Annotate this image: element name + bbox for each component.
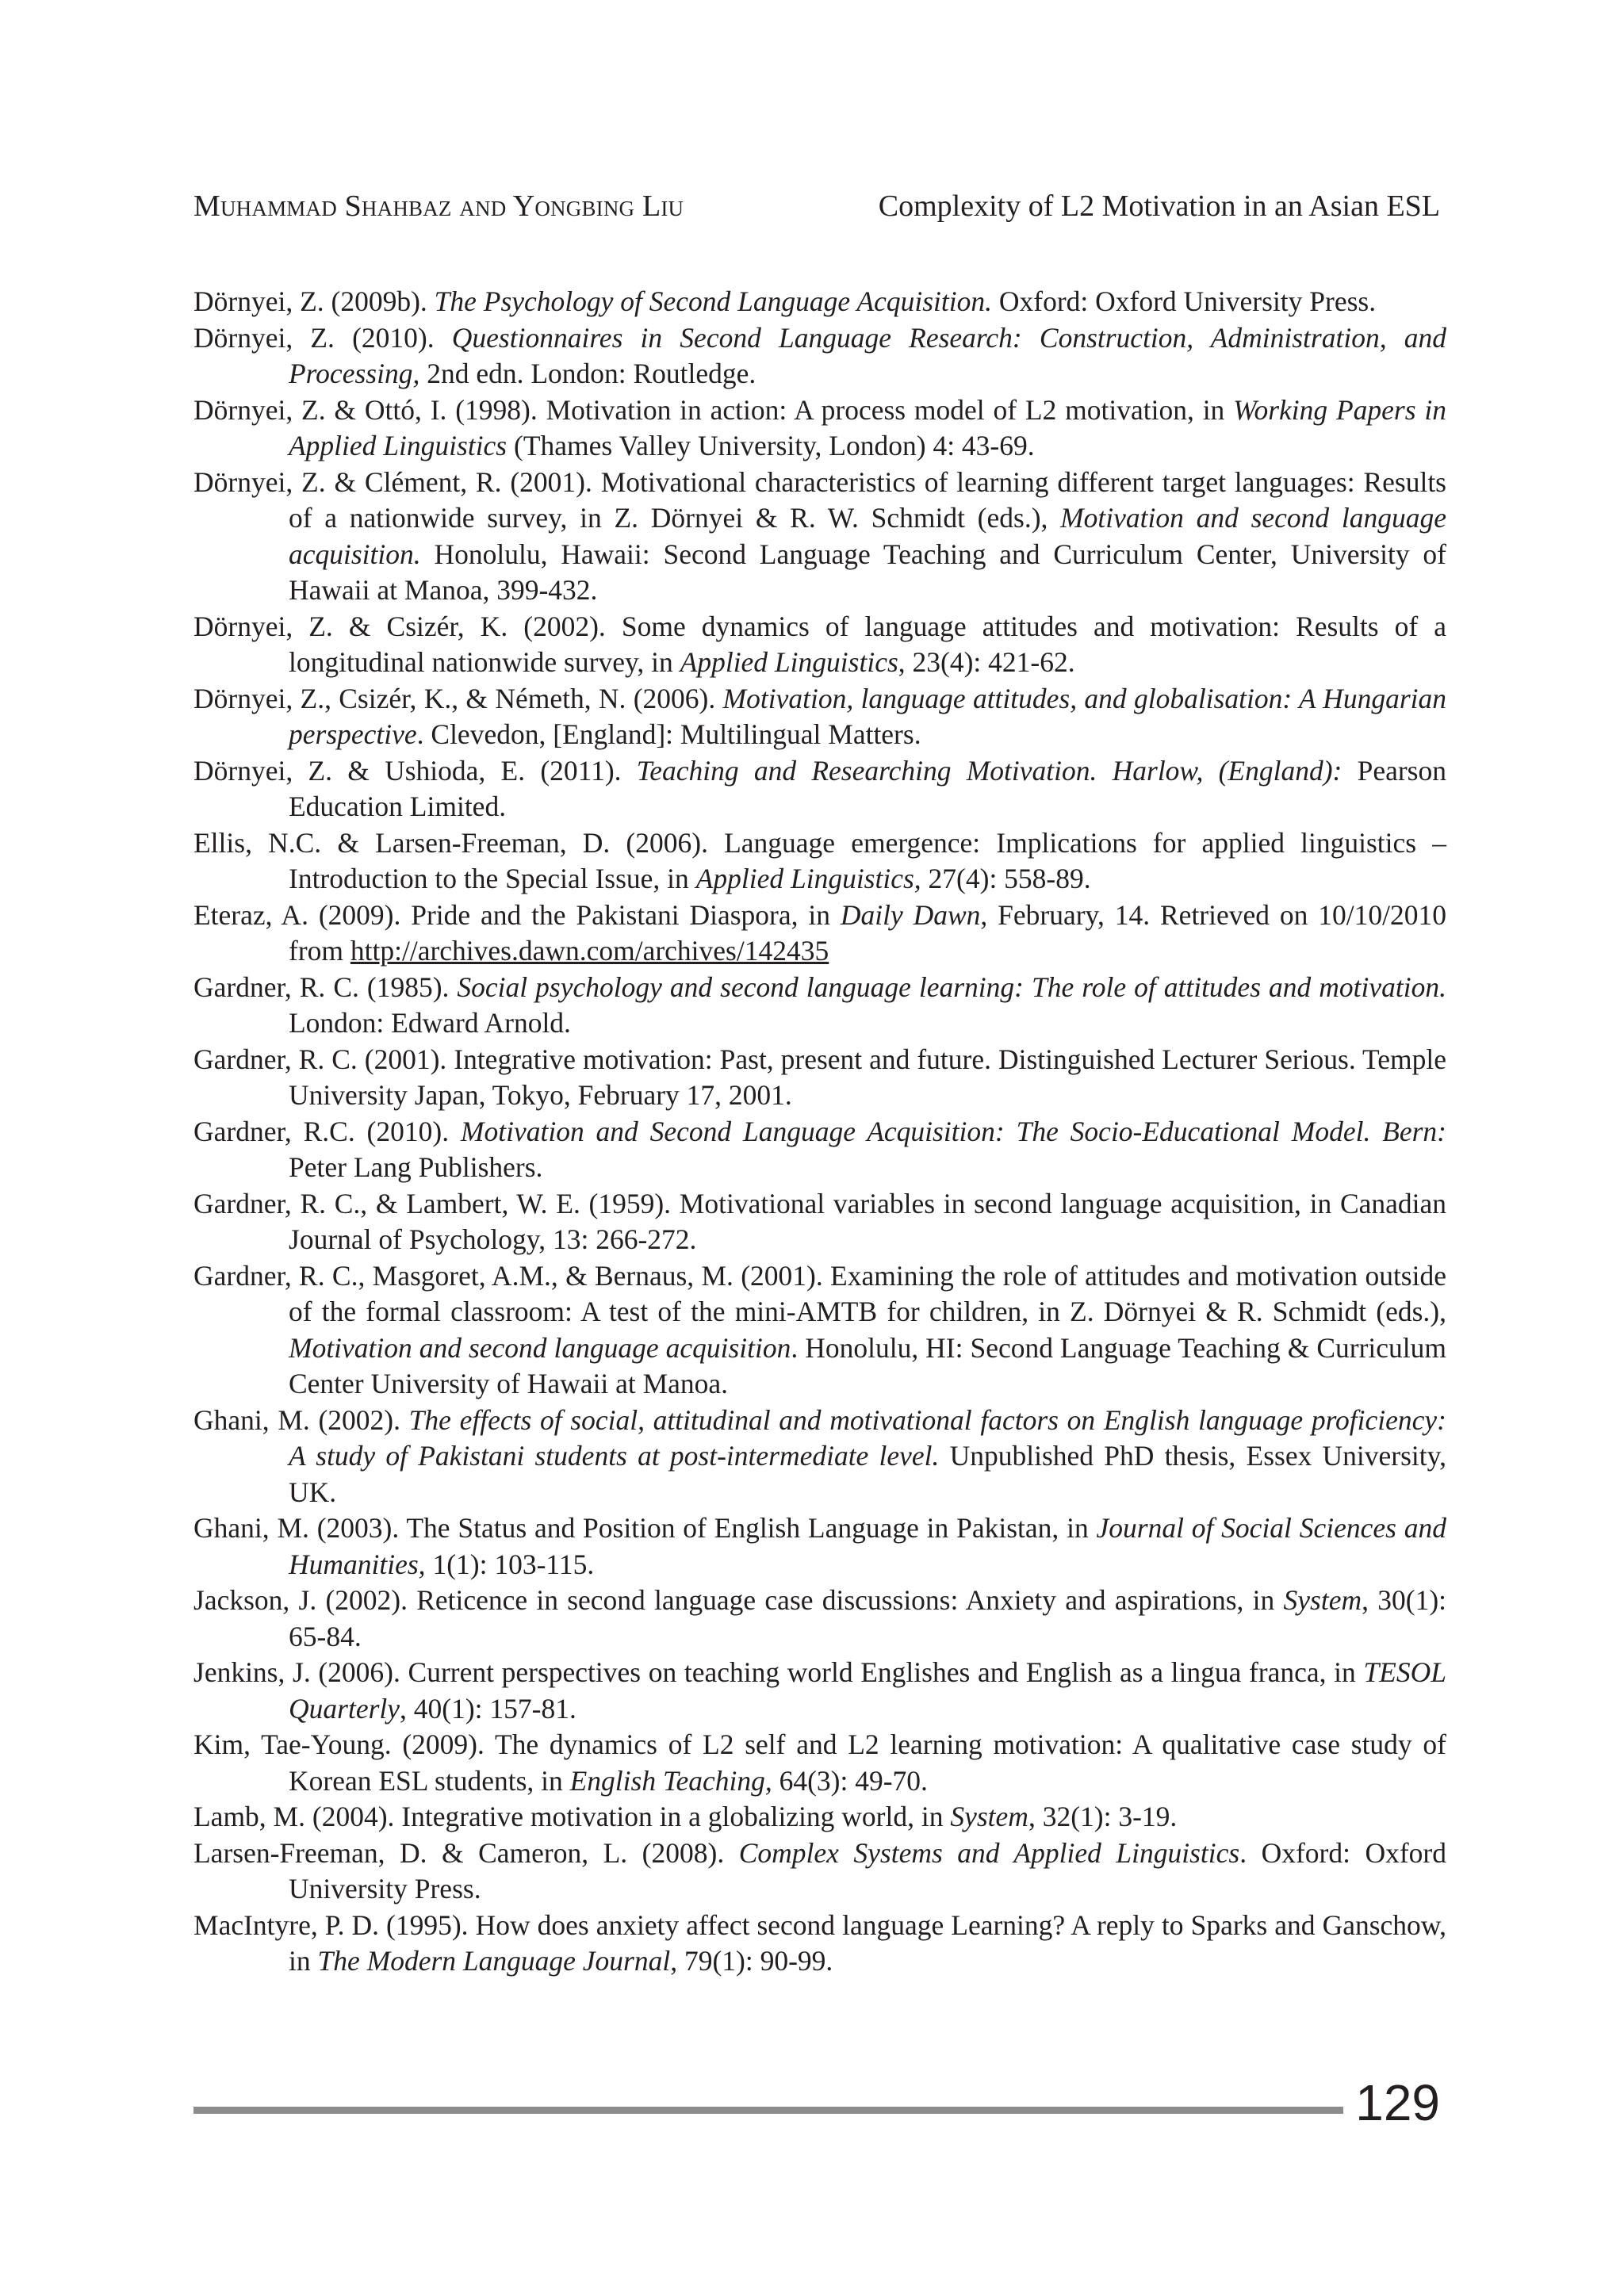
reference-italic-title: Motivation and Second Language Acquisition: The Socio-Educational Model. Bern: [460,1115,1446,1147]
reference-text: Dörnyei, Z. & Ushioda, E. (2011). [193,754,637,787]
reference-italic-title: Social psychology and second language learning: The role of attitudes and motivation. [457,970,1446,1003]
reference-italic-title: Questionnaires in Second Language Research: Construction, Administration, and Processing, [289,321,1446,389]
reference-text: Ghani, M. (2002). [193,1403,409,1436]
reference-text: Gardner, R. C. (1985). [193,970,458,1003]
reference-text: Honolulu, Hawaii: Second Language Teaching and Curriculum Center, University of Hawaii at Manoa, 399-432. [289,538,1446,606]
reference-text: MacIntyre, P. D. (1995). How does anxiety affect second language Learning? A reply to Sparks and Ganschow, in [193,1908,1446,1977]
reference-text: . Clevedon, [England]: Multilingual Matters. [416,718,921,750]
reference-italic-title: System [1283,1584,1362,1616]
reference-text: , 32(1): 3-19. [1028,1801,1178,1832]
reference-italic-title: Motivation and second language acquisition [289,1331,791,1364]
reference-entry [193,681,1446,753]
reference-italic-title: English Teaching, [569,1764,772,1797]
reference-text: . Oxford: Oxford University Press. [289,1836,1446,1904]
reference-text: (Thames Valley University, London) 4: 43-69. [507,430,1035,461]
reference-text: Oxford: Oxford University Press. [992,285,1377,317]
reference-italic-title: Complex Systems and Applied Linguistics [738,1836,1240,1869]
reference-entry [193,465,1446,609]
reference-italic-title: Applied Linguistics [680,646,898,678]
reference-entry [193,392,1446,465]
reference-text: 1(1): 103-115. [425,1548,595,1580]
reference-text: Lamb, M. (2004). Integrative motivation in a globalizing world, in [193,1801,951,1832]
reference-list [193,284,1446,1980]
reference-text: Unpublished PhD thesis, Essex University, UK. [289,1440,1446,1508]
running-header-authors: Muhammad Shahbaz and Yongbing Liu [193,189,684,223]
reference-text: Dörnyei, Z., Csizér, K., & Németh, N. (2006). [193,682,723,714]
reference-italic-title: The effects of social, attitudinal and motivational factors on English language proficiency: A study of Pakistani students at post-intermediate level. [289,1403,1446,1472]
reference-text: Gardner, R. C. (2001). Integrative motivation: Past, present and future. Distinguished Lecturer Serious. Temple University Japan, Tokyo, February 17, 2001. [193,1043,1446,1111]
reference-entry [193,970,1446,1042]
reference-entry [193,284,1446,320]
reference-text: , 79(1): 90-99. [670,1945,833,1977]
reference-italic-title: Journal of Social Sciences and Humanities, [289,1512,1446,1580]
reference-italic-title: Teaching and Researching Motivation. Harlow, (England): [636,754,1342,787]
reference-text: Dörnyei, Z. & Csizér, K. (2002). Some dynamics of language attitudes and motivation: Results of a longitudinal nationwide survey, in [193,610,1446,678]
reference-text: London: Edward Arnold. [289,1007,571,1039]
reference-entry [193,320,1446,392]
reference-italic-title: The Modern Language Journal [317,1945,671,1977]
reference-entry [193,1403,1446,1511]
reference-text: . Honolulu, HI: Second Language Teaching & Curriculum Center University of Hawaii at Manoa. [289,1331,1447,1399]
reference-text: , February, 14. Retrieved on 10/10/2010 from [289,898,1446,967]
reference-text: Eteraz, A. (2009). Pride and the Pakistani Diaspora, in [193,898,841,931]
reference-text: , 30(1): 65-84. [289,1584,1446,1652]
reference-italic-title: Working Papers in Applied Linguistics [289,393,1446,461]
reference-entry [193,753,1446,825]
reference-text: Kim, Tae-Young. (2009). The dynamics of L2 self and L2 learning motivation: A qualitative case study of Korean ESL students, in [193,1728,1446,1797]
reference-italic-title: The Psychology of Second Language Acquisition. [434,285,992,317]
reference-text: Jackson, J. (2002). Reticence in second language case discussions: Anxiety and aspirations, in [193,1584,1284,1616]
reference-entry [193,1908,1446,1980]
reference-text: Pearson Education Limited. [289,754,1446,822]
reference-text: Ghani, M. (2003). The Status and Position of English Language in Pakistan, in [193,1512,1097,1544]
running-header-title: Complexity of L2 Motivation in an Asian ESL [878,189,1440,223]
reference-entry [193,825,1446,898]
reference-entry [193,1836,1446,1908]
reference-text: Gardner, R.C. (2010). [193,1115,461,1147]
reference-text: Jenkins, J. (2006). Current perspectives on teaching world Englishes and English as a lingua franca, in [193,1656,1364,1688]
reference-italic-title: Motivation, language attitudes, and globalisation: A Hungarian perspective [289,682,1446,750]
reference-text: 2nd edn. London: Routledge. [419,358,756,389]
reference-entry [193,1042,1446,1114]
reference-url-link[interactable]: http://archives.dawn.com/archives/142435 [350,935,829,967]
reference-text: Dörnyei, Z. & Clément, R. (2001). Motivational characteristics of learning different target languages: Results of a nationwide survey, in Z. Dörnyei & R. W. Schmidt (eds.), [193,465,1446,534]
reference-text: Gardner, R. C., Masgoret, A.M., & Bernaus, M. (2001). Examining the role of attitudes and motivation outside of the formal classroom: A test of the mini-AMTB for children, in Z. Dörnyei & R. Schmidt (eds.), [193,1259,1446,1327]
reference-entry [193,1186,1446,1258]
reference-entry [193,898,1446,970]
reference-text: , 40(1): 157-81. [400,1692,576,1725]
reference-text: 27(4): 558-89. [921,863,1091,894]
reference-text: , 23(4): 421-62. [898,646,1075,678]
reference-entry [193,1799,1446,1836]
reference-text: Larsen-Freeman, D. & Cameron, L. (2008). [193,1836,739,1869]
reference-text: Gardner, R. C., & Lambert, W. E. (1959). Motivational variables in second language acquisition, in Canadian Journal of Psychology, 13: 266-272. [193,1187,1446,1255]
reference-italic-title: TESOL Quarterly [289,1656,1446,1725]
page-number: 129 [1355,2074,1440,2131]
reference-italic-title: Motivation and second language acquisition. [289,502,1446,570]
footer-rule [193,2107,1343,2114]
reference-entry [193,609,1446,681]
reference-entry [193,1258,1446,1403]
reference-entry [193,1655,1446,1727]
reference-italic-title: Daily Dawn [840,898,981,931]
reference-text: Dörnyei, Z. (2009b). [193,285,435,317]
reference-text: Dörnyei, Z. (2010). [193,321,452,354]
reference-italic-title: Applied Linguistics, [695,863,921,894]
reference-text: Peter Lang Publishers. [289,1151,543,1183]
reference-text: Dörnyei, Z. & Ottó, I. (1998). Motivation in action: A process model of L2 motivation, in [193,393,1234,426]
reference-text: Ellis, N.C. & Larsen-Freeman, D. (2006). Language emergence: Implications for applied linguistics – Introduction to the Special Issue, in [193,826,1446,894]
reference-entry [193,1727,1446,1799]
reference-entry [193,1510,1446,1583]
reference-text: 64(3): 49-70. [772,1764,928,1797]
reference-entry [193,1114,1446,1186]
reference-entry [193,1583,1446,1655]
reference-italic-title: System [950,1801,1028,1832]
